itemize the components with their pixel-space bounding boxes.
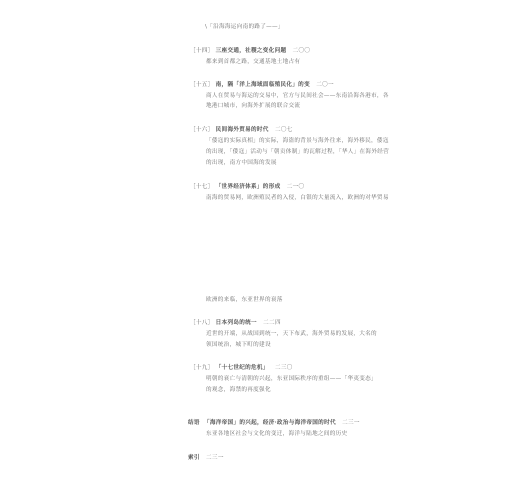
toc-epilogue-line: 东亚各地区社会与文化的变迁，海洋与陆地之间的历史 xyxy=(206,431,348,437)
toc-entry-18-line-1: 近世的开端，从战国到统一，天下布武，海外贸易的发展，大名的 xyxy=(206,331,377,337)
toc-entry-19-line-1: 明朝的衰亡与清朝的兴起，东亚国际秩序的重组——「华夷变态」 xyxy=(206,376,377,382)
toc-epilogue-label: 结语 xyxy=(188,420,200,426)
toc-entry-14-line-1: 都来到首都之路，交通基地土地占有 xyxy=(206,59,301,65)
toc-entry-17-line-1: 南海的贸易网，欧洲殖民者的入侵，白银的大量流入，欧洲的对华贸易 xyxy=(206,195,389,201)
toc-entry-19-line-2: 的观念，海禁的再度强化 xyxy=(206,387,271,393)
toc-entry-18-line-2: 领国统治，城下町的建设 xyxy=(206,342,271,348)
toc-entry-page: 二三〇 xyxy=(274,365,293,371)
toc-index-heading xyxy=(188,455,224,462)
blank-space xyxy=(0,210,520,290)
toc-entry-page: 二〇〇 xyxy=(292,48,311,54)
toc-entry-15-heading xyxy=(190,82,334,89)
toc-entry-16-heading xyxy=(190,127,293,134)
toc-entry-17-heading xyxy=(190,184,304,191)
toc-entry-title: 民间海外贸易的时代 xyxy=(215,127,269,133)
toc-entry-page: 二二四 xyxy=(263,320,281,326)
toc-entry-number: ［十八］ xyxy=(190,320,214,326)
toc-mid-line: 欧洲的来临，东亚世界的衰落 xyxy=(206,297,283,303)
toc-entry-number: ［十六］ xyxy=(190,127,214,133)
toc-entry-number: ［十五］ xyxy=(190,82,214,88)
toc-entry-15-line-2: 地港口城市，向海外扩展的联合交流 xyxy=(206,103,301,109)
toc-entry-16-line-1: 「倭寇的实际真相」的实际，海盗的背景与海外往来，海外移民，倭寇 xyxy=(206,138,389,144)
toc-entry-title: 三座交通，社稷之变化问题 xyxy=(215,48,287,54)
toc-entry-15-line-1: 商人在贸易与海运的交易中，官方与民间社会——东南沿海各港市，各 xyxy=(206,93,389,99)
toc-entry-number: ［十四］ xyxy=(190,48,214,54)
toc-entry-title: 「世界经济体系」的形成 xyxy=(215,184,281,190)
toc-epilogue-title: 「海洋帝国」的兴起，经济·政治与海洋帝国的时代 xyxy=(203,420,336,426)
toc-top-line: \「沿海海运向南的路了——」 xyxy=(205,24,284,30)
toc-entry-title: 「十七世纪的危机」 xyxy=(215,365,269,371)
toc-entry-14-heading xyxy=(190,48,310,55)
toc-entry-19-heading xyxy=(190,365,293,372)
toc-index-page: 二三一 xyxy=(206,455,224,461)
toc-entry-16-line-2: 的出现，「倭寇」活动与「朝贡体制」的瓦解过程，「华人」在海外经营 xyxy=(206,149,390,155)
toc-entry-18-heading xyxy=(190,320,281,327)
toc-epilogue-page: 二三一 xyxy=(342,420,360,426)
toc-entry-number: ［十七］ xyxy=(190,184,214,190)
toc-entry-title: 日本列岛的统一 xyxy=(215,320,257,326)
toc-entry-page: 二〇一 xyxy=(316,82,334,88)
toc-index-label: 索引 xyxy=(188,455,200,461)
toc-epilogue-heading xyxy=(188,420,360,427)
toc-entry-number: ［十九］ xyxy=(190,365,214,371)
toc-entry-page: 二〇七 xyxy=(274,127,293,133)
toc-entry-16-line-3: 的出现，南方中国海的发展 xyxy=(206,160,277,166)
toc-entry-page: 二一〇 xyxy=(286,184,305,190)
toc-entry-title: 南，隔「洋上海域面临殖民化」的变 xyxy=(215,82,310,88)
